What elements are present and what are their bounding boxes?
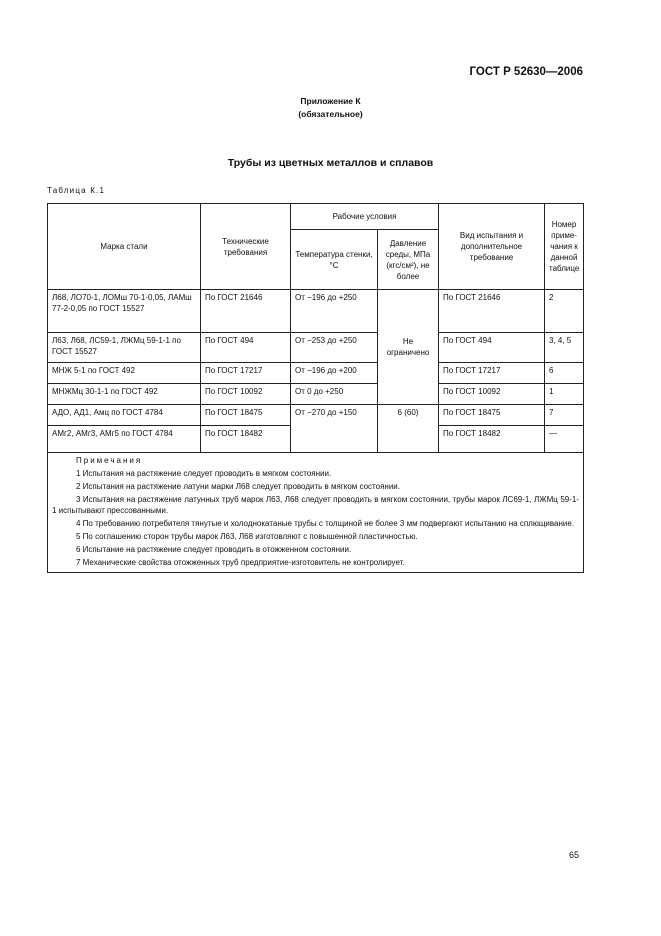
table-row xyxy=(48,405,584,426)
table-row xyxy=(48,333,584,363)
cell-test: По ГОСТ 18482 xyxy=(439,426,545,453)
cell-note: 7 xyxy=(545,405,584,426)
cell-temp: От 0 до +250 xyxy=(291,384,378,405)
note-item: 2 Испытания на растяжение латуни марки Л68 следует проводить в мягком состоянии. xyxy=(76,482,400,491)
cell-test: По ГОСТ 18475 xyxy=(439,405,545,426)
cell-test: По ГОСТ 21646 xyxy=(439,290,545,333)
cell-grade: МНЖМц 30-1-1 по ГОСТ 492 xyxy=(48,384,201,405)
header-note-number: Номер приме-чания к данной таблице xyxy=(545,204,584,290)
note-item: 6 Испытание на растяжение следует проводить в отожженном состоянии. xyxy=(76,545,352,554)
header-temperature: Температура стенки, °С xyxy=(291,230,378,290)
header-pressure: Давление среды, МПа (кгс/см²), не более xyxy=(378,230,439,290)
cell-tech: По ГОСТ 21646 xyxy=(201,290,291,333)
cell-pressure-unlimited: Не ограничено xyxy=(378,290,439,405)
cell-tech: По ГОСТ 17217 xyxy=(201,363,291,384)
cell-note: 3, 4, 5 xyxy=(545,333,584,363)
table-label: Таблица К.1 xyxy=(47,186,106,195)
appendix-heading xyxy=(0,95,661,121)
cell-note: 1 xyxy=(545,384,584,405)
table-row xyxy=(48,384,584,405)
header-grade: Марка стали xyxy=(48,204,201,290)
appendix-status: (обязательное) xyxy=(298,109,363,119)
appendix-title: Приложение К xyxy=(300,96,361,106)
table-row xyxy=(48,290,584,333)
cell-test: По ГОСТ 10092 xyxy=(439,384,545,405)
specification-table xyxy=(47,203,584,573)
note-item: 4 По требованию потребителя тянутые и холоднокатаные трубы с толщиной не более 3 мм подвергают испытанию на сплющивание. xyxy=(76,519,575,528)
note-item: 1 Испытания на растяжение следует проводить в мягком состоянии. xyxy=(76,469,332,478)
cell-temp: От −253 до +250 xyxy=(291,333,378,363)
cell-note: — xyxy=(545,426,584,453)
cell-temp: От −196 до +250 xyxy=(291,290,378,333)
notes-block xyxy=(48,453,584,573)
cell-temp: От −270 до +150 xyxy=(291,405,378,453)
note-item: 5 По соглашению сторон трубы марок Л63, Л68 изготовляют с повышенной пластичностью. xyxy=(76,532,418,541)
cell-note: 2 xyxy=(545,290,584,333)
page-number: 65 xyxy=(568,850,579,860)
cell-tech: По ГОСТ 494 xyxy=(201,333,291,363)
cell-grade: Л68, ЛО70-1, ЛОМш 70-1-0,05, ЛАМш 77-2-0,05 по ГОСТ 15527 xyxy=(48,290,201,333)
cell-test: По ГОСТ 494 xyxy=(439,333,545,363)
note-item: 7 Механические свойства отожженных труб предприятие-изготовитель не контролирует. xyxy=(76,558,405,567)
table-row xyxy=(48,363,584,384)
cell-pressure-60: 6 (60) xyxy=(378,405,439,453)
section-title: Трубы из цветных металлов и сплавов xyxy=(227,157,434,169)
cell-test: По ГОСТ 17217 xyxy=(439,363,545,384)
cell-tech: По ГОСТ 10092 xyxy=(201,384,291,405)
cell-grade: АДО, АД1, Амц по ГОСТ 4784 xyxy=(48,405,201,426)
header-test-type: Вид испытания и дополнительное требование xyxy=(439,204,545,290)
cell-tech: По ГОСТ 18475 xyxy=(201,405,291,426)
cell-grade: Л63, Л68, ЛС59-1, ЛЖМц 59-1-1 по ГОСТ 15527 xyxy=(48,333,201,363)
document-code: ГОСТ Р 52630—2006 xyxy=(469,66,583,78)
notes-heading: Примечания xyxy=(76,456,143,465)
header-tech-requirements: Технические требования xyxy=(201,204,291,290)
cell-grade: МНЖ 5-1 по ГОСТ 492 xyxy=(48,363,201,384)
note-item: 3 Испытания на растяжение латунных труб марок Л63, Л68 следует проводить в мягком состоянии, трубы марок ЛС69-1, ЛЖМц 59-1-1 испытывают прессованными. xyxy=(52,495,580,515)
cell-note: 6 xyxy=(545,363,584,384)
cell-tech: По ГОСТ 18482 xyxy=(201,426,291,453)
cell-grade: АМг2, АМг3, АМг5 по ГОСТ 4784 xyxy=(48,426,201,453)
header-working-conditions: Рабочие условия xyxy=(291,204,439,230)
cell-temp: От −196 до +200 xyxy=(291,363,378,384)
